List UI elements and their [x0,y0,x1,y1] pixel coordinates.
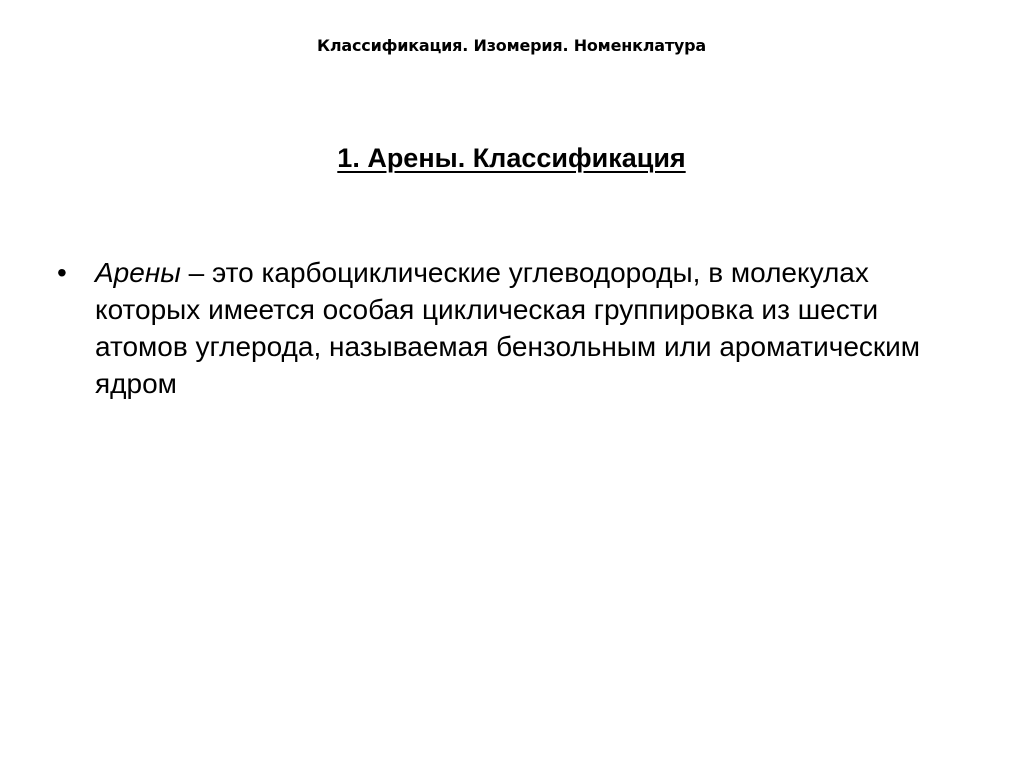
bullet-item [57,254,957,402]
bullet-term: Арены [95,257,181,288]
bullet-marker: • [57,257,67,288]
bullet-text: – это карбоциклические углеводороды, в молекулах которых имеется особая циклическая группировка из шести атомов углерода, называемая бензольным или ароматическим ядром [95,257,921,399]
section-title-text: 1. Арены. Классификация [337,143,686,173]
bullet-list [57,254,957,402]
section-title [0,140,1023,176]
slide-header-title: Классификация. Изомерия. Номенклатура [317,36,706,55]
